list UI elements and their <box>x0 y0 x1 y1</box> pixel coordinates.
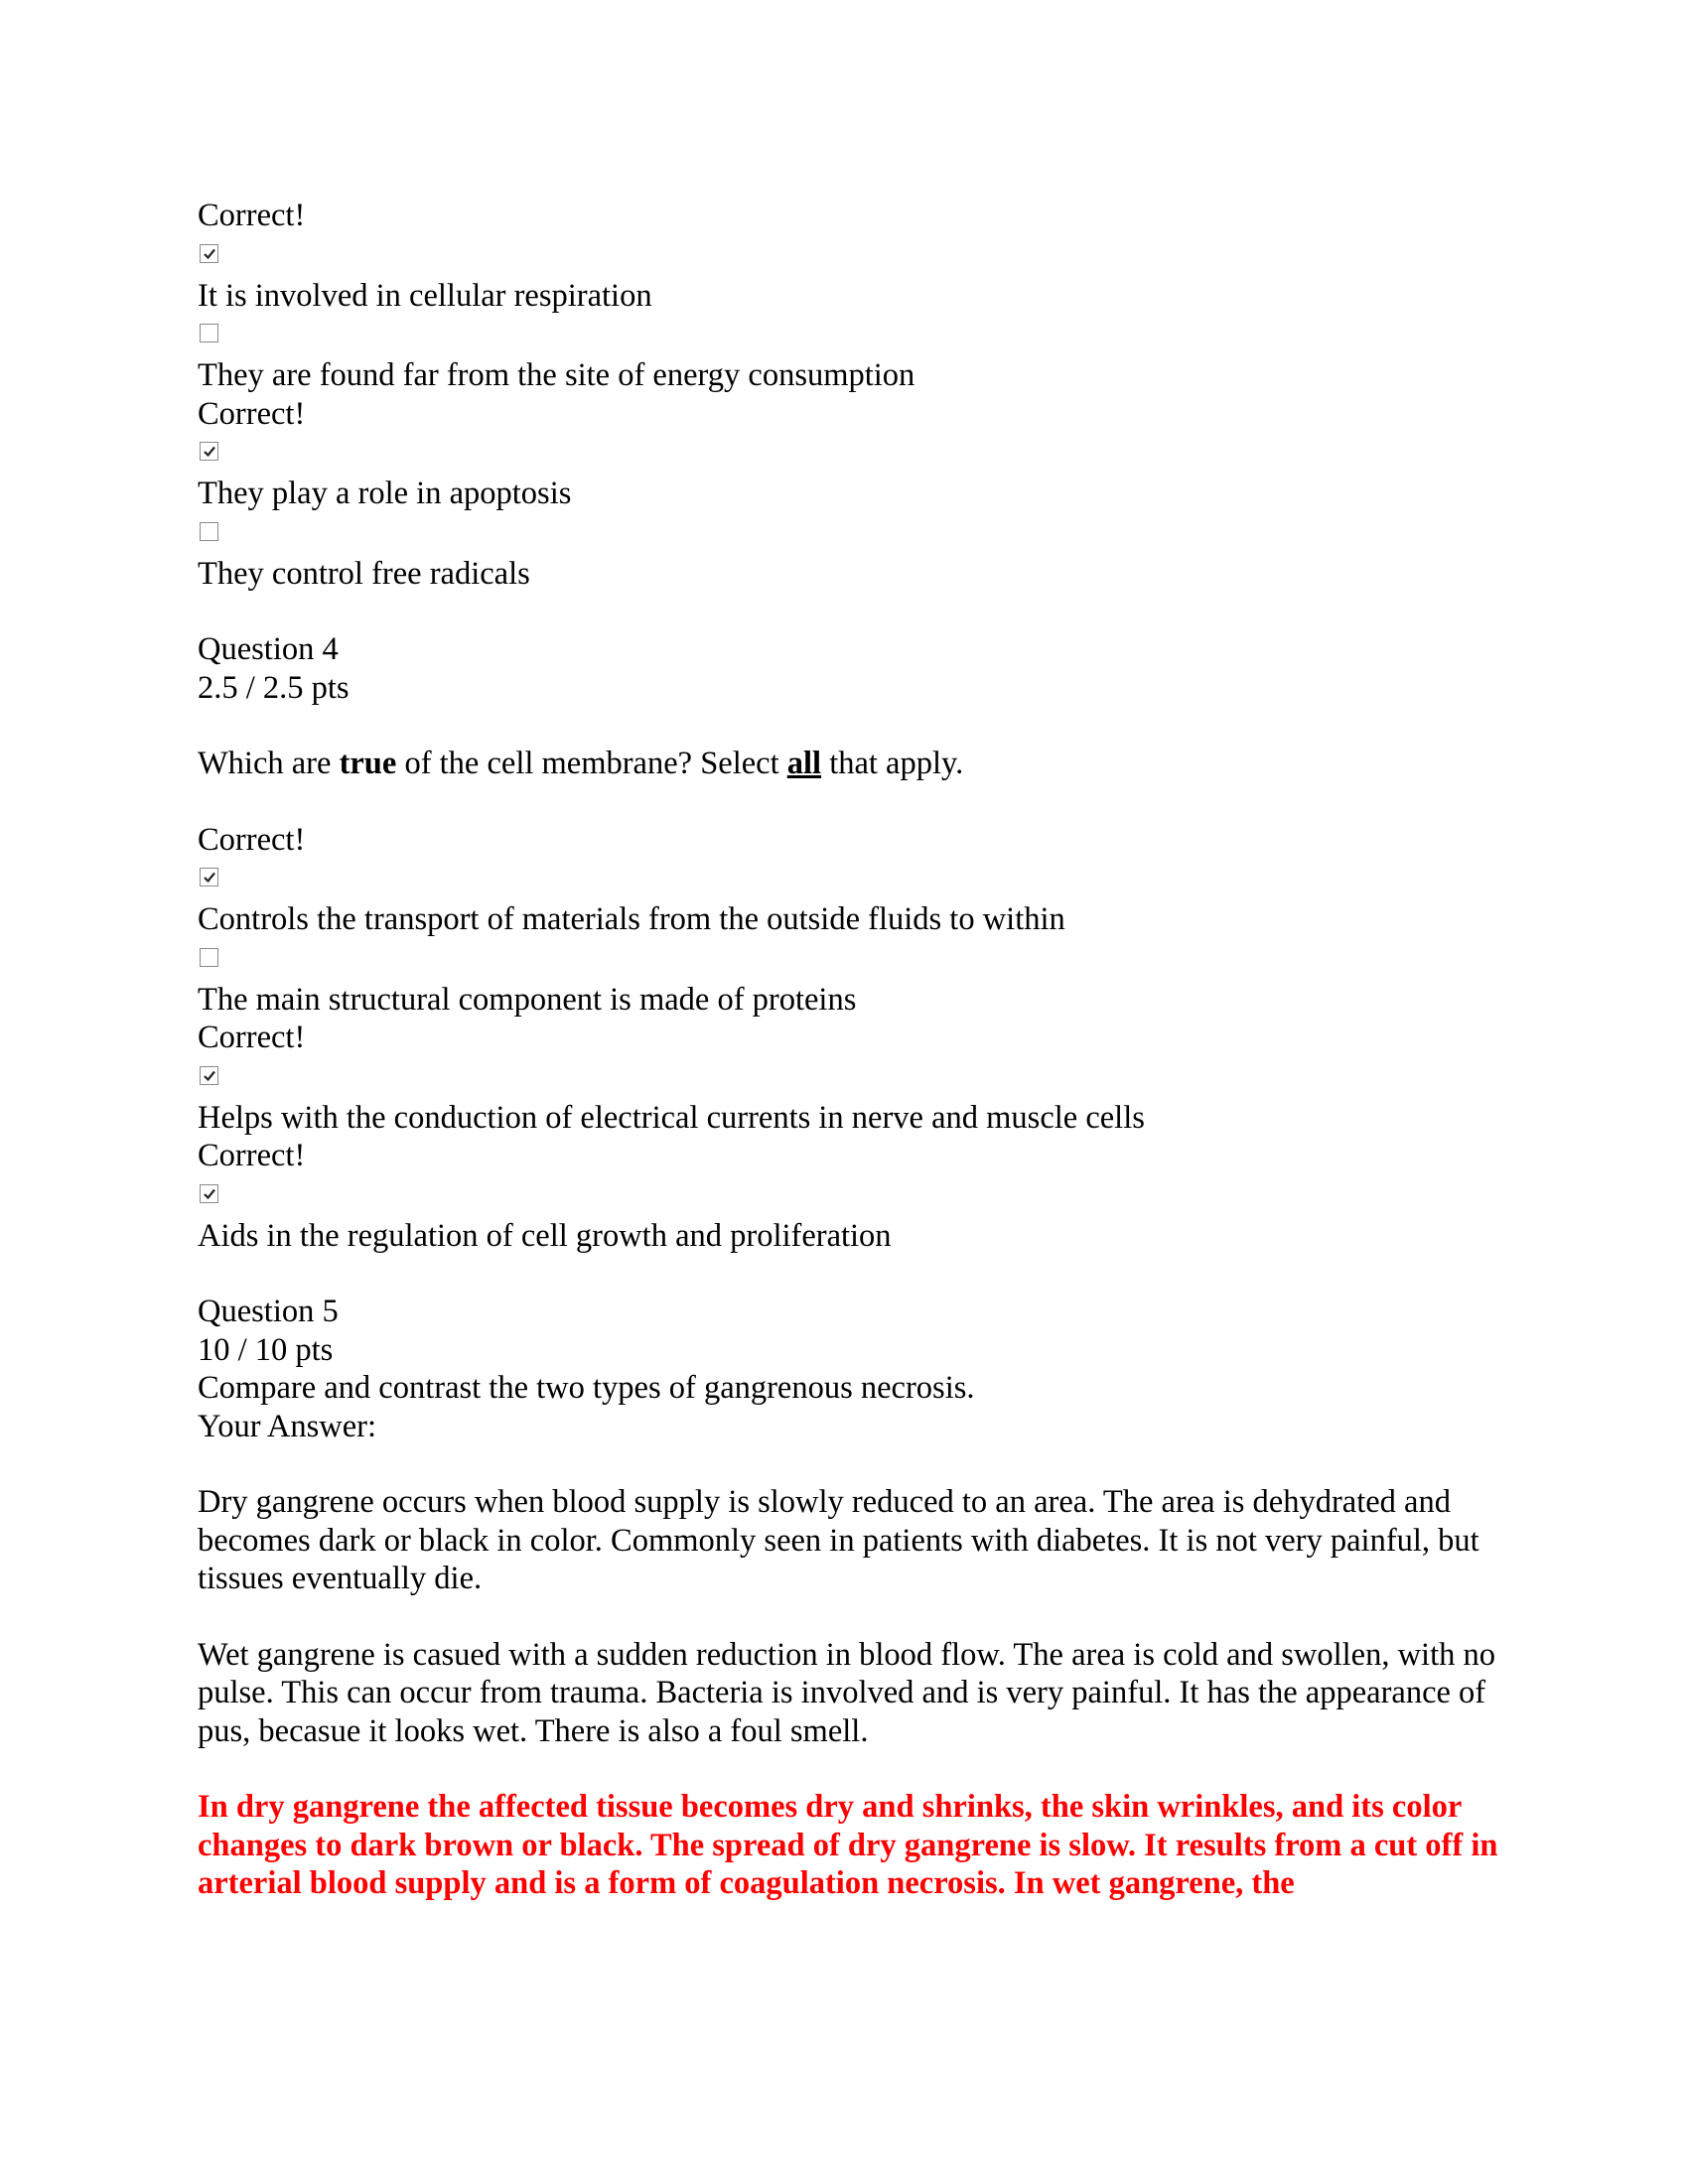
question-points: 10 / 10 pts <box>198 1331 334 1368</box>
prompt-emphasis-true: true <box>339 746 397 781</box>
checkbox-unchecked-icon[interactable] <box>200 522 218 541</box>
q4-answer-3 <box>198 1019 1508 1137</box>
question-4 <box>198 630 1508 1255</box>
question-title: Question 4 <box>198 631 339 667</box>
q3-answer-3 <box>198 395 1508 513</box>
answer-paragraph-wet: Wet gangrene is casued with a sudden reduction in blood flow. The area is cold and swollen, with no pulse. This can occur from trauma. Bacteria is involved and is very painful. It has the appearance of pus, becasue it looks wet. There is also a foul smell. <box>198 1636 1495 1749</box>
checkbox-checked-icon[interactable] <box>200 1066 218 1085</box>
answer-text: Controls the transport of materials from the outside fluids to within <box>198 901 1065 937</box>
checkbox-unchecked-icon[interactable] <box>200 948 218 967</box>
prompt-text: Which are <box>198 746 340 781</box>
answer-text: They play a role in apoptosis <box>198 476 572 511</box>
quiz-results-page <box>198 197 1508 1903</box>
correct-label: Correct! <box>198 1138 306 1173</box>
q3-answer-list <box>198 197 1508 593</box>
checkbox-checked-icon[interactable] <box>200 1184 218 1203</box>
your-answer-label: Your Answer: <box>198 1408 376 1444</box>
q3-answer-1 <box>198 197 1508 315</box>
q4-answer-1 <box>198 821 1508 939</box>
q4-answer-2 <box>198 948 1508 1020</box>
answer-text: They are found far from the site of energy consumption <box>198 357 915 393</box>
question-prompt: Compare and contrast the two types of gangrenous necrosis. <box>198 1370 975 1406</box>
answer-text: Helps with the conduction of electrical currents in nerve and muscle cells <box>198 1099 1145 1136</box>
checkbox-checked-icon[interactable] <box>200 244 218 263</box>
correct-label: Correct! <box>198 1020 306 1055</box>
q4-answer-list <box>198 821 1508 1256</box>
question-points: 2.5 / 2.5 pts <box>198 669 350 706</box>
answer-paragraph-dry: Dry gangrene occurs when blood supply is slowly reduced to an area. The area is dehydrated and becomes dark or black in color. Commonly seen in patients with diabetes. It is not very painful, but tissues eventually die. <box>198 1484 1479 1596</box>
answer-text: They control free radicals <box>198 555 530 592</box>
q3-answer-2 <box>198 324 1508 395</box>
checkbox-checked-icon[interactable] <box>200 442 218 461</box>
answer-text: The main structural component is made of proteins <box>198 981 857 1018</box>
checkbox-unchecked-icon[interactable] <box>200 324 218 342</box>
question-title: Question 5 <box>198 1294 339 1329</box>
prompt-text: of the cell membrane? Select <box>396 746 787 781</box>
checkbox-checked-icon[interactable] <box>200 868 218 887</box>
answer-text: Aids in the regulation of cell growth and proliferation <box>198 1217 892 1254</box>
grader-comment: In dry gangrene the affected tissue becomes dry and shrinks, the skin wrinkles, and its color changes to dark brown or black. The spread of dry gangrene is slow. It results from a cut off in arterial blood supply and is a form of coagulation necrosis. In wet gangrene, the <box>198 1789 1498 1901</box>
question-prompt <box>198 745 1508 783</box>
answer-text: It is involved in cellular respiration <box>198 277 652 314</box>
q3-answer-4 <box>198 522 1508 594</box>
prompt-text: that apply. <box>821 746 964 781</box>
correct-label: Correct! <box>198 821 306 858</box>
q4-answer-4 <box>198 1137 1508 1255</box>
correct-label: Correct! <box>198 198 306 233</box>
prompt-emphasis-all: all <box>786 746 822 781</box>
question-5 <box>198 1293 1508 1903</box>
correct-label: Correct! <box>198 395 306 432</box>
